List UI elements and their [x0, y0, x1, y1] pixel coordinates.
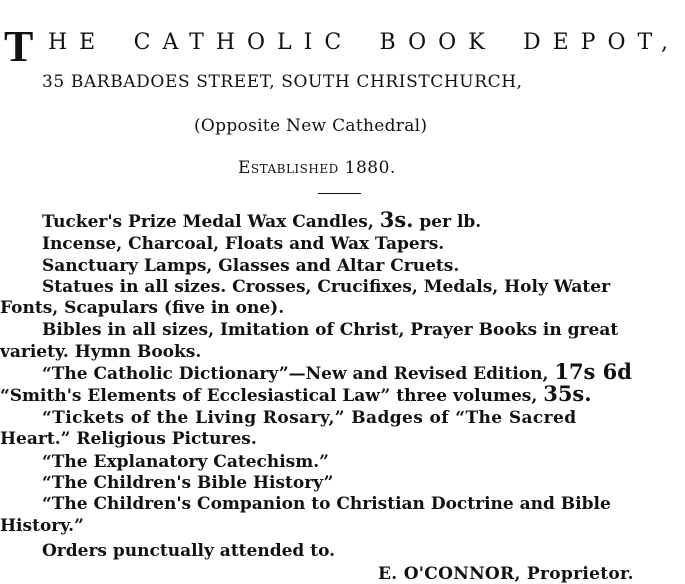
- item-text: “Smith's Elements of Ecclesiastical Law” three volumes,: [0, 386, 544, 406]
- item-line: [42, 207, 482, 232]
- title-dropcap: T: [4, 22, 34, 71]
- item-line: “The Explanatory Catechism.”: [42, 452, 329, 472]
- item-price: 35s.: [543, 381, 592, 406]
- item-line: Sanctuary Lamps, Glasses and Altar Cruets.: [42, 256, 460, 276]
- item-text: per lb.: [413, 212, 482, 232]
- item-line: variety. Hymn Books.: [0, 342, 202, 362]
- title-words: [48, 30, 680, 55]
- title-word: CATHOLIC: [133, 30, 354, 55]
- item-line: Incense, Charcoal, Floats and Wax Tapers.: [42, 234, 445, 254]
- established-line: Established 1880.: [238, 158, 396, 178]
- item-line: [42, 277, 679, 297]
- item-price: 17s 6d: [554, 359, 632, 384]
- divider-rule: [318, 193, 361, 194]
- title-word: BOOK: [379, 30, 497, 55]
- title-word: HE: [48, 30, 108, 55]
- item-line: Fonts, Scapulars (five in one).: [0, 298, 285, 318]
- item-text: “The Catholic Dictionary”—New and Revised Edition,: [42, 364, 555, 384]
- item-text: Tucker's Prize Medal Wax Candles,: [42, 212, 380, 232]
- title-word: DEPOT,: [523, 30, 680, 55]
- proprietor-signature: E. O'CONNOR, Proprietor.: [378, 564, 634, 584]
- item-line: History.”: [0, 516, 84, 536]
- item-text: Statues in all sizes. Crosses, Crucifixes, Medals, Holy Water: [42, 277, 611, 297]
- location-note: (Opposite New Cathedral): [194, 116, 428, 136]
- item-line: “The Children's Companion to Christian Doctrine and Bible: [42, 494, 611, 514]
- item-line: Bibles in all sizes, Imitation of Christ, Prayer Books in great: [42, 320, 619, 340]
- item-line: Heart.” Religious Pictures.: [0, 429, 257, 449]
- shop-address: 35 BARBADOES STREET, SOUTH CHRISTCHURCH,: [42, 72, 523, 92]
- item-line: [0, 381, 592, 406]
- closing-line: Orders punctually attended to.: [42, 541, 336, 561]
- item-line: “The Children's Bible History”: [42, 473, 334, 493]
- item-line: “Tickets of the Living Rosary,” Badges of “The Sacred: [42, 408, 577, 428]
- shop-title: [4, 24, 682, 70]
- item-price: 3s.: [379, 207, 414, 232]
